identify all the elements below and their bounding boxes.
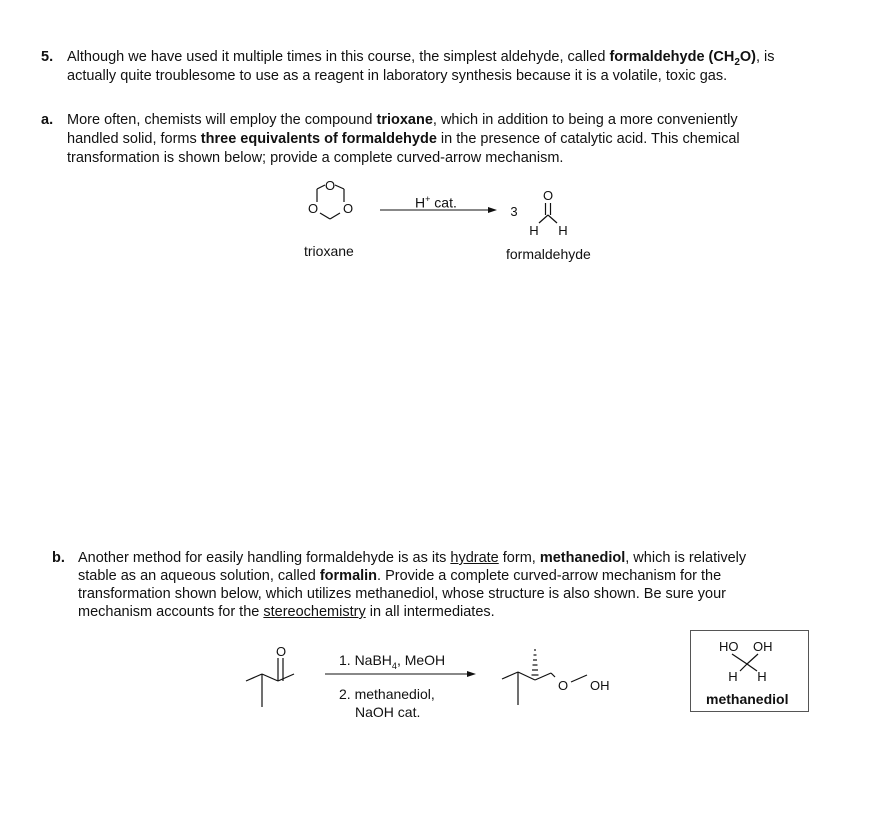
isobutyraldehyde-bonds — [246, 658, 294, 707]
methanediol-h-left: H — [728, 669, 738, 684]
formaldehyde-oxygen: O — [542, 188, 554, 203]
product-bonds — [502, 672, 587, 705]
part-b-line-2 — [78, 567, 721, 585]
text-span: More often, chemists will employ the compound — [67, 112, 377, 128]
methanediol-oh: OH — [753, 639, 773, 654]
ether-oxygen: O — [557, 678, 569, 693]
text-span: , is — [756, 49, 775, 65]
formaldehyde-label: formaldehyde — [506, 246, 591, 262]
text-span: O) — [739, 49, 756, 65]
arrowhead-b — [467, 671, 476, 677]
subscript: 2 — [734, 56, 740, 68]
question-5-line-2: actually quite troublesome to use as a reagent in laboratory synthesis because it is a volatile, toxic gas. — [67, 68, 728, 84]
part-a-line-3: transformation is shown below; provide a complete curved-arrow mechanism. — [67, 150, 564, 166]
reagent-step-2-line-2: NaOH cat. — [355, 704, 421, 720]
superscript: + — [425, 194, 431, 204]
bold-term-trioxane: trioxane — [376, 112, 433, 128]
text-span: form, — [498, 550, 540, 566]
text-span: , which in addition to being a more conveniently — [432, 112, 738, 128]
text-span: mechanism accounts for the — [78, 604, 264, 620]
trioxane-oxygen-2: O — [342, 201, 354, 216]
text-span: H — [415, 194, 426, 211]
underlined-term-hydrate: hydrate — [450, 550, 499, 566]
subscript: 4 — [391, 660, 397, 671]
formaldehyde-hydrogen-right: H — [558, 223, 568, 238]
text-span: , MeOH — [396, 652, 446, 668]
methanediol-box-label: methanediol — [706, 691, 789, 707]
hashed-wedge-methyl — [532, 650, 539, 675]
text-span: 1. NaBH — [339, 652, 392, 668]
formaldehyde-bonds — [539, 203, 557, 223]
trioxane-label: trioxane — [304, 243, 354, 259]
part-b-line-1 — [78, 549, 746, 567]
part-b-label: b. — [52, 550, 65, 566]
part-b-line-3: transformation shown below, which utilizes methanediol, whose structure is also shown. Be sure your — [78, 586, 726, 602]
methanediol-ho: HO — [719, 639, 739, 654]
text-span: , which is relatively — [625, 550, 747, 566]
text-span: Although we have used it multiple times in this course, the simplest aldehyde, called — [67, 49, 610, 65]
methanediol-h-right: H — [757, 669, 767, 684]
part-a-label: a. — [41, 112, 54, 128]
hydroxyl-group: OH — [590, 678, 610, 693]
part-b-line-4 — [78, 603, 495, 621]
trioxane-oxygen-3: O — [307, 201, 319, 216]
bold-term-three-equivalents: three equivalents of formaldehyde — [200, 131, 437, 147]
trioxane-oxygen-1: O — [324, 178, 336, 193]
text-span: in the presence of catalytic acid. This chemical — [436, 131, 740, 147]
underlined-term-stereochemistry: stereochemistry — [263, 604, 366, 620]
stoichiometric-coefficient: 3 — [510, 204, 518, 219]
text-span: Another method for easily handling formaldehyde is as its — [78, 550, 451, 566]
question-number: 5. — [41, 49, 54, 65]
reagent-step-1 — [339, 651, 445, 675]
formaldehyde-hydrogen-left: H — [529, 223, 539, 238]
text-span: cat. — [430, 194, 457, 211]
text-span: handled solid, forms — [67, 131, 201, 147]
text-span: . Provide a complete curved-arrow mechanism for the — [377, 568, 722, 584]
bold-term-methanediol: methanediol — [539, 550, 626, 566]
text-span: stable as an aqueous solution, called — [78, 568, 320, 584]
reagent-step-2-line-1: 2. methanediol, — [339, 686, 435, 702]
text-span: in all intermediates. — [365, 604, 495, 620]
bold-term-formalin: formalin — [319, 568, 378, 584]
text-span: formaldehyde (CH — [609, 49, 735, 65]
aldehyde-oxygen: O — [275, 644, 287, 659]
arrowhead-a — [488, 207, 497, 213]
catalyst-label — [415, 190, 457, 212]
